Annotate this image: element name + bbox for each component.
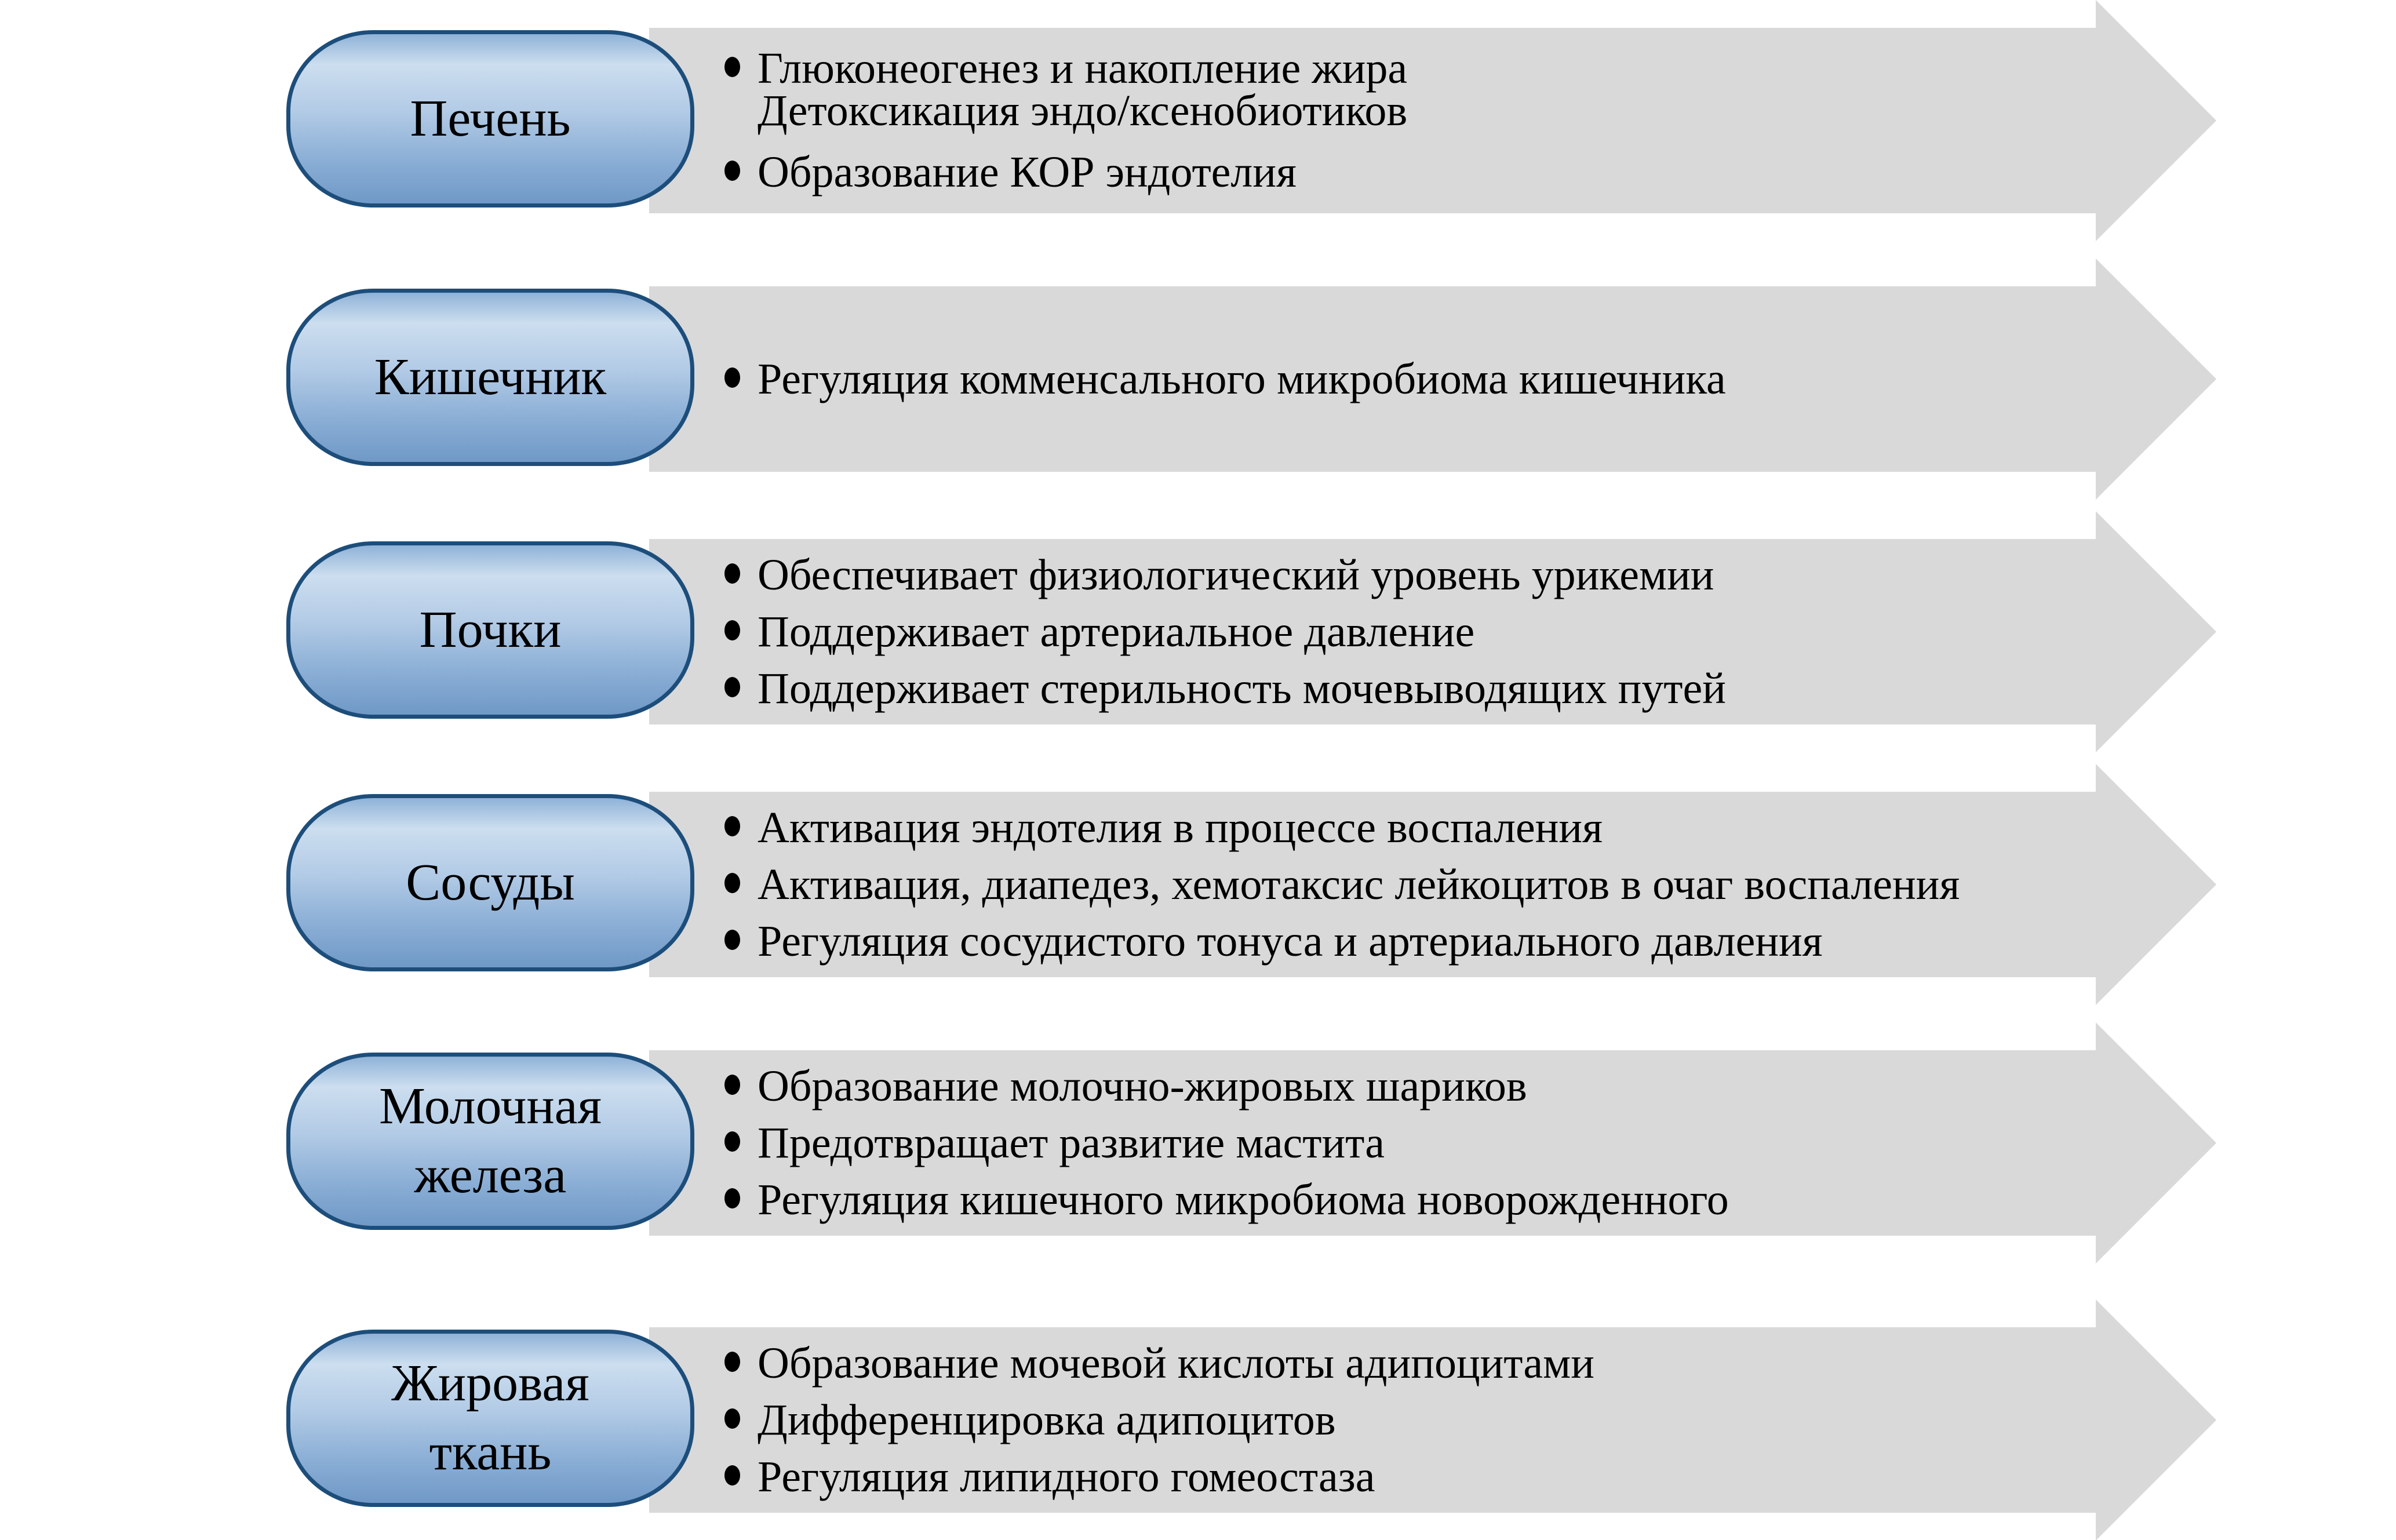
bullet-text: [758, 148, 1297, 197]
arrow-head-icon: [2096, 1299, 2216, 1540]
organ-label-line: Кишечник: [374, 348, 607, 406]
bullet-dot-icon: [724, 873, 740, 893]
bullet-list: [724, 1050, 2075, 1236]
bullet-text-line: Регуляция кишечного микробиома новорожденного: [758, 1175, 1729, 1224]
organ-label-line: ткань: [429, 1424, 552, 1481]
organ-label-line: Сосуды: [406, 853, 575, 911]
bullet-text: [758, 1118, 1385, 1167]
organ-pill: [286, 1053, 694, 1230]
organ-label: [391, 1349, 589, 1487]
bullet-text: [758, 916, 1823, 966]
bullet-text: [758, 664, 1726, 713]
bullet-list: [724, 1327, 2075, 1513]
arrow-head-icon: [2096, 0, 2216, 241]
bullet-list: [724, 792, 2075, 977]
bullet-text: [758, 44, 1408, 135]
bullet-text: [758, 607, 1475, 656]
organ-label: [406, 849, 575, 918]
bullet-dot-icon: [724, 620, 740, 640]
bullet-dot-icon: [724, 1188, 740, 1208]
bullet-list: [724, 539, 2075, 725]
bullet-item: [724, 148, 2075, 197]
bullet-dot-icon: [724, 816, 740, 836]
bullet-list: [724, 286, 2075, 472]
bullet-dot-icon: [724, 1465, 740, 1486]
bullet-text-line: Активация эндотелия в процессе воспаления: [758, 803, 1603, 852]
bullet-dot-icon: [724, 930, 740, 950]
bullet-text-line: Дифференцировка адипоцитов: [758, 1395, 1336, 1444]
bullet-text: [758, 803, 1603, 852]
bullet-item: [724, 916, 2075, 966]
bullet-text-line: Регуляция комменсального микробиома кишечника: [758, 354, 1726, 403]
bullet-text-line: Образование мочевой кислоты адипоцитами: [758, 1338, 1594, 1388]
bullet-item: [724, 354, 2075, 403]
bullet-text-line: Образование КОР эндотелия: [758, 148, 1297, 197]
bullet-text-line: Предотвращает развитие мастита: [758, 1118, 1385, 1167]
organ-pill: [286, 1330, 694, 1507]
bullet-dot-icon: [724, 1131, 740, 1152]
bullet-text: [758, 1061, 1527, 1111]
organ-label: [379, 1072, 602, 1210]
bullet-item: [724, 1452, 2075, 1501]
bullet-item: [724, 607, 2075, 656]
organ-label-line: Жировая: [391, 1355, 589, 1412]
organ-pill: [286, 794, 694, 971]
bullet-item: [724, 860, 2075, 909]
organ-label: [410, 85, 570, 154]
bullet-list: [724, 28, 2075, 213]
bullet-dot-icon: [724, 367, 740, 388]
arrow-head-icon: [2096, 259, 2216, 500]
bullet-text-line: Регуляция липидного гомеостаза: [758, 1452, 1375, 1501]
bullet-text-line: Активация, диапедез, хемотаксис лейкоцитов в очаг воспаления: [758, 860, 1960, 909]
organ-label-line: Молочная: [379, 1077, 602, 1135]
bullet-text: [758, 1338, 1594, 1388]
bullet-dot-icon: [724, 1075, 740, 1095]
organ-pill: [286, 289, 694, 466]
bullet-dot-icon: [724, 1408, 740, 1429]
bullet-text-line: Регуляция сосудистого тонуса и артериального давления: [758, 916, 1823, 966]
bullet-dot-icon: [724, 677, 740, 697]
organ-label-line: железа: [414, 1146, 567, 1204]
bullet-text: [758, 1452, 1375, 1501]
organ-row: [0, 1327, 2396, 1513]
bullet-item: [724, 1061, 2075, 1111]
bullet-text: [758, 1175, 1729, 1224]
organ-row: [0, 1050, 2396, 1236]
bullet-text: [758, 550, 1714, 599]
bullet-item: [724, 1118, 2075, 1167]
bullet-dot-icon: [724, 1352, 740, 1372]
organ-label-line: Почки: [419, 600, 562, 658]
arrow-head-icon: [2096, 764, 2216, 1005]
bullet-text-line: Обеспечивает физиологический уровень урикемии: [758, 550, 1714, 599]
organ-row: [0, 286, 2396, 472]
bullet-text-line: Поддерживает стерильность мочевыводящих путей: [758, 664, 1726, 713]
organ-pill: [286, 541, 694, 719]
organ-label: [374, 343, 607, 412]
bullet-item: [724, 1395, 2075, 1444]
bullet-text: [758, 860, 1960, 909]
bullet-text: [758, 1395, 1336, 1444]
organ-row: [0, 792, 2396, 977]
bullet-item: [724, 550, 2075, 599]
organ-row: [0, 539, 2396, 725]
bullet-item: [724, 803, 2075, 852]
bullet-item: [724, 664, 2075, 713]
bullet-text-line: Глюконеогенез и накопление жира: [758, 44, 1408, 93]
organ-pill: [286, 30, 694, 207]
bullet-item: [724, 1338, 2075, 1388]
organ-row: [0, 28, 2396, 213]
bullet-item: [724, 44, 2075, 135]
organ-label: [420, 596, 562, 665]
bullet-text: [758, 354, 1726, 403]
arrow-head-icon: [2096, 511, 2216, 752]
bullet-text-line: Детоксикация эндо/ксенобиотиков: [758, 86, 1408, 135]
organ-label-line: Печень: [410, 89, 571, 147]
bullet-text-line: Поддерживает артериальное давление: [758, 607, 1475, 656]
bullet-dot-icon: [724, 57, 740, 77]
arrow-head-icon: [2096, 1022, 2216, 1264]
bullet-dot-icon: [724, 161, 740, 181]
bullet-item: [724, 1175, 2075, 1224]
bullet-text-line: Образование молочно-жировых шариков: [758, 1061, 1527, 1111]
bullet-dot-icon: [724, 563, 740, 584]
